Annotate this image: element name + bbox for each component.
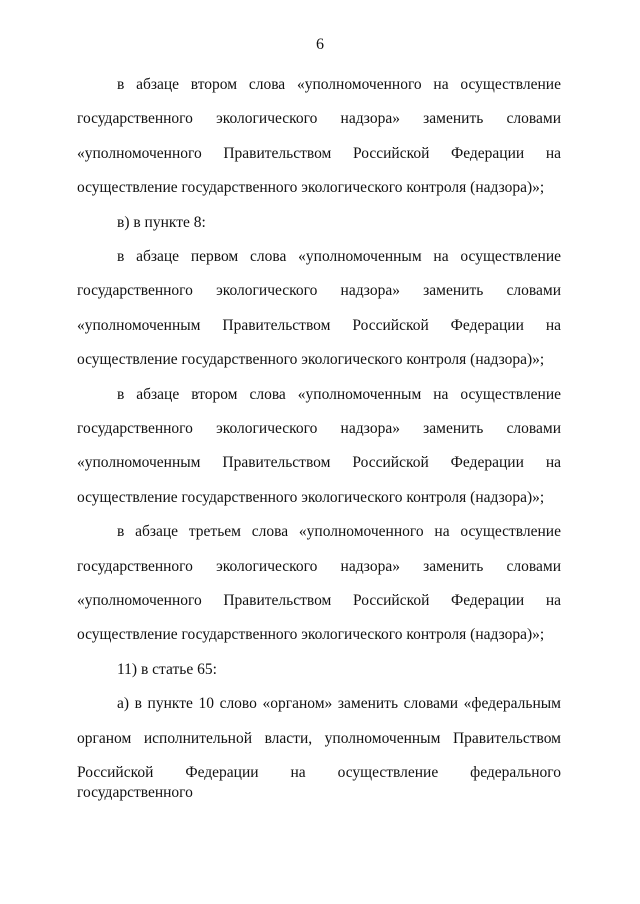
text-line: в) в пункте 8: — [117, 214, 206, 231]
text-line: государственного экологического надзора» заменить словами — [77, 558, 561, 575]
text-line: осуществление государственного экологического контроля (надзора)»; — [77, 179, 545, 196]
text-line: Российской Федерации на осуществление федерального государственного — [77, 764, 561, 801]
text-line: «уполномоченным Правительством Российской Федерации на — [77, 317, 561, 334]
text-line: в абзаце первом слова «уполномоченным на осуществление — [117, 248, 561, 265]
text-line: осуществление государственного экологического контроля (надзора)»; — [77, 489, 545, 506]
text-line: органом исполнительной власти, уполномоченным Правительством — [77, 730, 561, 747]
text-line: а) в пункте 10 слово «органом» заменить словами «федеральным — [117, 695, 561, 712]
page-number: 6 — [316, 36, 324, 53]
text-line: в абзаце втором слова «уполномоченным на осуществление — [117, 386, 561, 403]
text-line: в абзаце третьем слова «уполномоченного на осуществление — [117, 523, 561, 540]
text-line: государственного экологического надзора» заменить словами — [77, 110, 561, 127]
text-line: «уполномоченным Правительством Российской Федерации на — [77, 454, 561, 471]
text-line: «уполномоченного Правительством Российской Федерации на — [77, 592, 561, 609]
text-line: в абзаце втором слова «уполномоченного на осуществление — [117, 76, 561, 93]
text-line: осуществление государственного экологического контроля (надзора)»; — [77, 626, 545, 643]
text-line: государственного экологического надзора» заменить словами — [77, 420, 561, 437]
text-line: 11) в статье 65: — [117, 661, 217, 678]
text-line: осуществление государственного экологического контроля (надзора)»; — [77, 351, 545, 368]
text-line: «уполномоченного Правительством Российской Федерации на — [77, 145, 561, 162]
text-line: государственного экологического надзора» заменить словами — [77, 282, 561, 299]
